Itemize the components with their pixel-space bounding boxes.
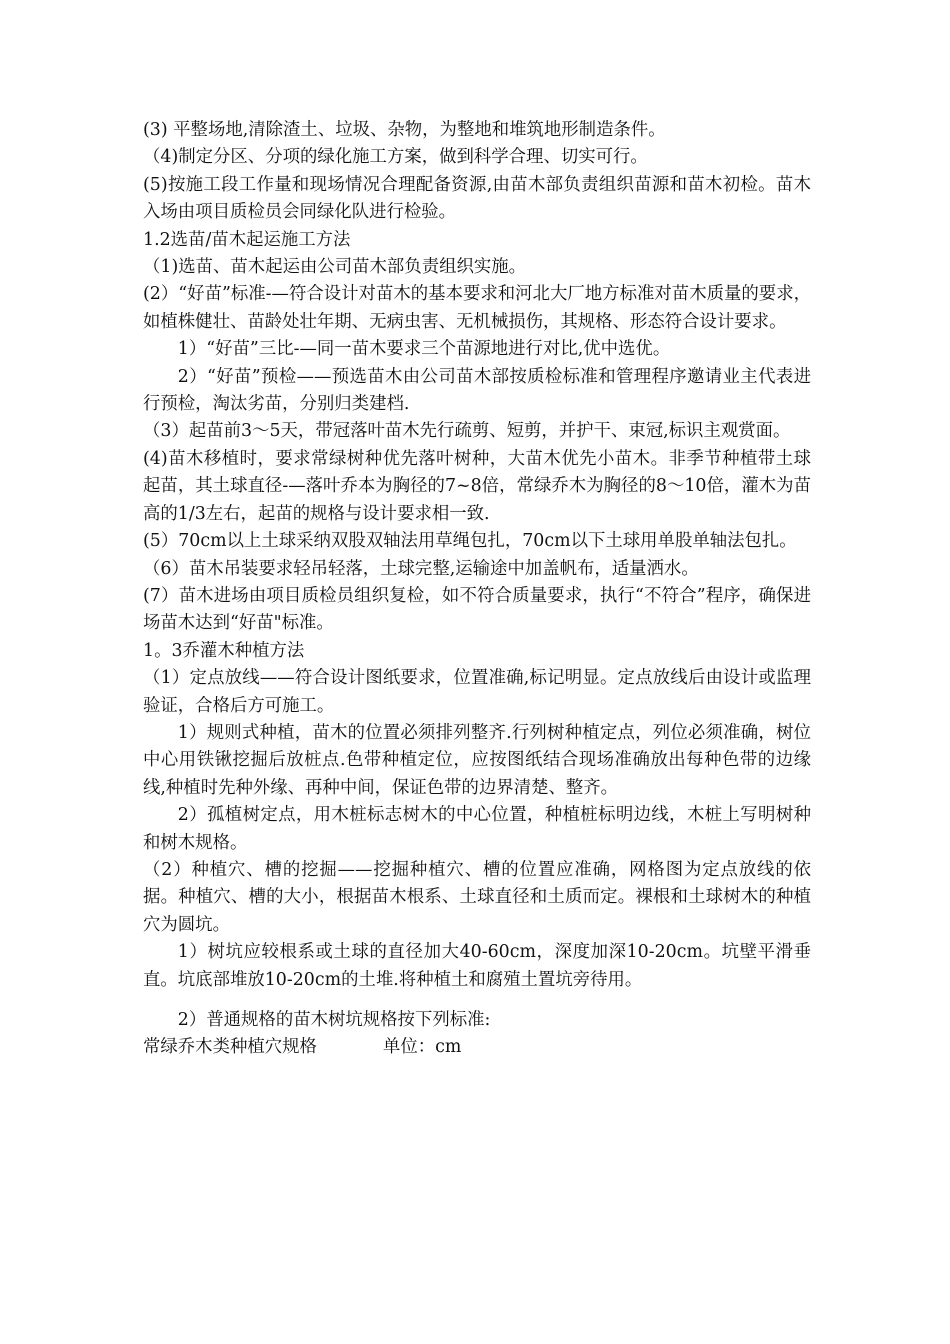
table-title: 常绿乔木类种植穴规格 xyxy=(143,1037,317,1058)
paragraph-hoisting: （6）苗木吊装要求轻吊轻落，土球完整,运输途中加盖帆布，适量洒水。 xyxy=(143,558,699,579)
paragraph-three-comparisons: 1）“好苗”三比-—同一苗木要求三个苗源地进行对比,优中选优。 xyxy=(177,339,671,360)
paragraph-solitary-tree: 2）孤植树定点，用木桩标志树木的中心位置，种植桩标明边线，木桩上写明树种和树木规格。 xyxy=(143,805,811,853)
paragraph-root-ball-wrapping: (5）70cm以上土球采纳双股双轴法用草绳包扎，70cm以下土球用单股单轴法包扎。 xyxy=(143,531,797,552)
table-unit: 单位：cm xyxy=(382,1037,462,1058)
paragraph-pre-inspection: 2）“好苗”预检——预选苗木由公司苗木部按质检标准和管理程序邀请业主代表进行预检，淘汰劣苗，分别归类建档. xyxy=(143,366,811,415)
spacer xyxy=(143,994,811,1007)
section-heading-1-2: 1.2选苗/苗木起运施工方法 xyxy=(143,229,351,250)
document-body xyxy=(143,117,811,1062)
paragraph-zoning-plan: （4)制定分区、分项的绿化施工方案，做到科学合理、切实可行。 xyxy=(143,147,648,168)
paragraph-re-inspection: (7）苗木进场由项目质检员组织复检，如不符合质量要求，执行“不符合”程序，确保进场苗木达到“好苗"标准。 xyxy=(143,585,811,634)
paragraph-site-leveling: (3) 平整场地,清除渣土、垃圾、杂物，为整地和堆筑地形制造条件。 xyxy=(143,120,666,140)
paragraph-seedling-selection: （1)选苗、苗木起运由公司苗木部负责组织实施。 xyxy=(143,257,527,278)
section-heading-1-3: 1。3乔灌木种植方法 xyxy=(143,640,305,661)
paragraph-good-seedling-standard: (2）“好苗”标准-—符合设计对苗木的基本要求和河北大厂地方标准对苗木质量的要求，如植株健壮、苗龄处壮年期、无病虫害、无机械损伤，其规格、形态符合设计要求。 xyxy=(143,284,811,332)
paragraph-transplanting: (4)苗木移植时，要求常绿树种优先落叶树种，大苗木优先小苗木。非季节种植带土球起苗，其土球直径-—落叶乔本为胸径的7~8倍，常绿乔木为胸径的8～10倍，灌木为苗高的1/3左右，起苗的规格与设计要求相一致. xyxy=(143,448,811,524)
paragraph-staking-out: （1）定点放线——符合设计图纸要求，位置准确,标记明显。定点放线后由设计或监理验证，合格后方可施工。 xyxy=(143,668,811,716)
paragraph-pit-size: 1）树坑应较根系或土球的直径加大40-60cm，深度加深10-20cm。坑壁平滑垂直。坑底部堆放10-20cm的土堆.将种植土和腐殖土置坑旁待用。 xyxy=(143,942,811,990)
table-caption xyxy=(143,1034,811,1061)
paragraph-regular-planting: 1）规则式种植，苗木的位置必须排列整齐.行列树种植定点，列位必须准确，树位中心用铁锹挖掘后放桩点.色带种植定位，应按图纸结合现场准确放出每种色带的边缘线,种植时先种外缘、再种中间，保证色带的边界清楚、整齐。 xyxy=(143,722,811,798)
paragraph-pit-standard: 2）普通规格的苗木树坑规格按下列标准: xyxy=(177,1010,491,1030)
paragraph-pre-lifting-pruning: （3）起苗前3～5天，带冠落叶苗木先行疏剪、短剪，并护干、束冠,标识主观赏面。 xyxy=(143,421,791,442)
paragraph-resource-allocation: (5)按施工段工作量和现场情况合理配备资源,由苗木部负责组织苗源和苗木初检。苗木入场由项目质检员会同绿化队进行检验。 xyxy=(143,174,811,223)
paragraph-pit-digging: （2）种植穴、槽的挖掘——挖掘种植穴、槽的位置应准确，网格图为定点放线的依据。种植穴、槽的大小，根据苗木根系、土球直径和土质而定。裸根和土球树木的种植穴为圆坑。 xyxy=(143,859,811,935)
